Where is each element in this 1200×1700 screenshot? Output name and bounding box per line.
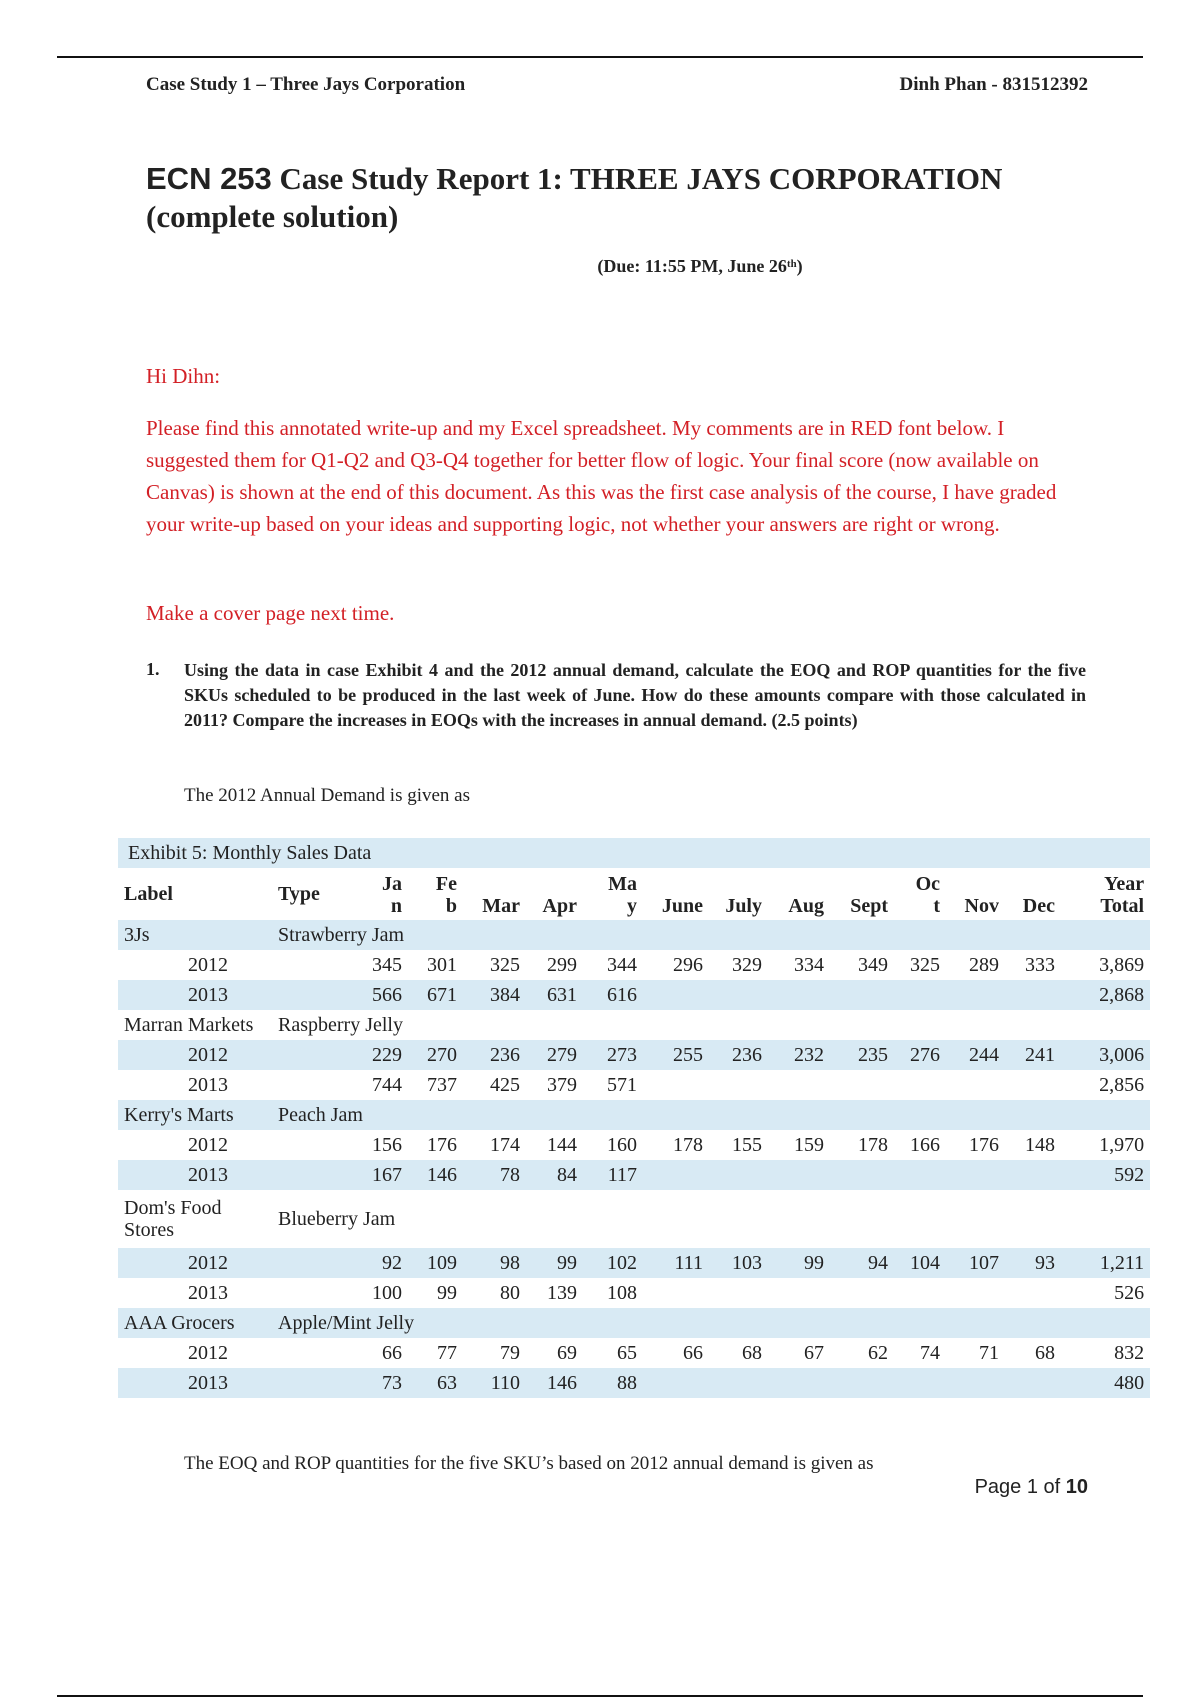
cell-feb: 176 — [427, 1133, 457, 1156]
table-caption: Exhibit 5: Monthly Sales Data — [118, 838, 1150, 868]
row-year: 2012 — [188, 1133, 228, 1156]
cell-jan: 156 — [372, 1133, 402, 1156]
cell-apr: 99 — [526, 1248, 583, 1278]
cell-total: 832 — [1114, 1341, 1145, 1364]
cell-jul — [709, 1368, 768, 1398]
type-cell — [272, 1160, 356, 1190]
cell-jan: 167 — [356, 1160, 408, 1190]
cell-feb: 99 — [437, 1281, 457, 1304]
cell-jan: 92 — [356, 1248, 408, 1278]
type-cell — [272, 1070, 356, 1100]
col-header-feb: Fe b — [435, 873, 457, 917]
cell-dec: 241 — [1005, 1040, 1061, 1070]
row-year: 2012 — [188, 1341, 228, 1364]
col-header-dec: Dec — [1022, 895, 1055, 917]
group-row — [118, 1190, 1150, 1248]
cell-may: 571 — [607, 1073, 637, 1096]
cell-jan: 345 — [372, 953, 402, 976]
cell-feb: 671 — [408, 980, 463, 1010]
row-year: 2012 — [118, 1040, 272, 1070]
cell-mar: 78 — [463, 1160, 526, 1190]
cell-mar: 325 — [490, 953, 520, 976]
group-row — [118, 920, 1150, 950]
cell-apr: 84 — [526, 1160, 583, 1190]
col-header-may: Ma y — [608, 873, 637, 917]
cell-oct: 325 — [910, 953, 940, 976]
running-header-right: Dinh Phan - 831512392 — [899, 74, 1088, 95]
cell-oct: 166 — [910, 1133, 940, 1156]
cell-aug — [768, 1278, 830, 1308]
cell-may: 88 — [583, 1368, 643, 1398]
cell-sep: 94 — [830, 1248, 894, 1278]
row-year: 2012 — [118, 1248, 272, 1278]
running-header-left: Case Study 1 – Three Jays Corporation — [146, 74, 466, 95]
cell-feb: 63 — [408, 1368, 463, 1398]
row-year: 2013 — [118, 980, 272, 1010]
cell-sep: 235 — [830, 1040, 894, 1070]
cell-jul — [709, 980, 768, 1010]
table-row — [118, 1070, 1150, 1100]
feedback-greeting: Hi Dihn: — [146, 364, 221, 388]
type-cell — [272, 1248, 356, 1278]
cell-dec — [1005, 1160, 1061, 1190]
col-header-jun: June — [661, 895, 703, 917]
table-row — [118, 1130, 1150, 1160]
cell-feb: 77 — [437, 1341, 457, 1364]
cell-oct — [894, 1278, 946, 1308]
header-rule — [57, 56, 1143, 58]
group-row — [118, 1100, 1150, 1130]
group-row — [118, 1308, 1150, 1338]
cell-feb: 109 — [408, 1248, 463, 1278]
cell-may: 108 — [607, 1281, 637, 1304]
cell-jan: 566 — [356, 980, 408, 1010]
group-type: Strawberry Jam — [272, 920, 1150, 950]
cell-jun: 66 — [683, 1341, 703, 1364]
cell-may: 160 — [607, 1133, 637, 1156]
cell-sep — [830, 1160, 894, 1190]
cell-apr: 631 — [526, 980, 583, 1010]
cell-total: 1,211 — [1061, 1248, 1150, 1278]
after-table-text: The EOQ and ROP quantities for the five SKU’s based on 2012 annual demand is given as — [184, 1453, 874, 1474]
cell-aug — [768, 980, 830, 1010]
cell-sep: 62 — [868, 1341, 888, 1364]
cell-sep — [830, 1368, 894, 1398]
cell-apr: 144 — [547, 1133, 577, 1156]
col-header-total: Year Total — [1100, 873, 1145, 917]
cell-jun — [643, 980, 709, 1010]
cell-dec: 93 — [1005, 1248, 1061, 1278]
cell-total: 1,970 — [1099, 1133, 1145, 1156]
cell-aug — [768, 1368, 830, 1398]
cell-may: 273 — [583, 1040, 643, 1070]
feedback-paragraph: Please find this annotated write-up and my Excel spreadsheet. My comments are in RED font below. I suggested them for Q1-Q2 and Q3-Q4 together for better flow of logic. Your final score (now available on Canvas) is shown at the end of this document. As this was the first case analysis of the course, I have graded your write-up based on your ideas and supporting logic, not whether your answers are right or wrong. — [146, 416, 1057, 536]
col-header-aug: Aug — [788, 895, 824, 917]
cell-jun: 178 — [673, 1133, 703, 1156]
type-cell — [272, 1368, 356, 1398]
group-type: Apple/Mint Jelly — [272, 1308, 1150, 1338]
cell-jul: 103 — [709, 1248, 768, 1278]
cell-mar: 79 — [500, 1341, 520, 1364]
cell-aug: 159 — [794, 1133, 824, 1156]
group-type: Blueberry Jam — [278, 1207, 396, 1230]
col-header-nov: Nov — [964, 895, 999, 917]
cell-nov: 176 — [969, 1133, 999, 1156]
cell-apr: 69 — [557, 1341, 577, 1364]
cell-jan: 66 — [382, 1341, 402, 1364]
cell-aug — [768, 1160, 830, 1190]
cell-may: 344 — [607, 953, 637, 976]
group-label: 3Js — [118, 920, 272, 950]
group-label: Dom's Food Stores — [124, 1197, 222, 1241]
cell-total: 526 — [1114, 1281, 1145, 1304]
col-header-label: Label — [124, 883, 173, 905]
table-row — [118, 1040, 1150, 1070]
group-label: AAA Grocers — [118, 1308, 272, 1338]
group-label: Kerry's Marts — [118, 1100, 272, 1130]
table-row — [118, 950, 1150, 980]
cell-jun: 111 — [643, 1248, 709, 1278]
cell-jul — [709, 1070, 768, 1100]
question-text: Using the data in case Exhibit 4 and the 2012 annual demand, calculate the EOQ and ROP quantities for the five SKUs scheduled to be produced in the last week of June. How do these amounts compare with those calculated in 2011? Compare the increases in EOQs with the increases in annual demand. (2.5 points) — [184, 660, 1086, 730]
col-header-oct: Oc t — [915, 873, 940, 917]
row-year: 2013 — [188, 1281, 228, 1304]
cell-jul — [709, 1278, 768, 1308]
row-year: 2013 — [188, 1073, 228, 1096]
cell-mar: 384 — [463, 980, 526, 1010]
cell-dec: 148 — [1025, 1133, 1055, 1156]
table-row — [118, 1160, 1150, 1190]
cell-mar: 236 — [463, 1040, 526, 1070]
cell-nov — [946, 1368, 1005, 1398]
cell-jan: 744 — [372, 1073, 402, 1096]
cell-oct: 104 — [894, 1248, 946, 1278]
document-title — [146, 160, 1086, 236]
cell-nov — [946, 1278, 1005, 1308]
cell-nov — [946, 980, 1005, 1010]
cell-oct — [894, 1070, 946, 1100]
cell-apr: 299 — [547, 953, 577, 976]
cell-apr: 379 — [547, 1073, 577, 1096]
cell-dec: 68 — [1035, 1341, 1055, 1364]
cell-dec: 333 — [1025, 953, 1055, 976]
cell-may: 102 — [583, 1248, 643, 1278]
group-type: Peach Jam — [272, 1100, 1150, 1130]
cell-dec — [1005, 1278, 1061, 1308]
page-current: 1 — [1026, 1476, 1038, 1498]
cell-total: 480 — [1061, 1368, 1150, 1398]
cell-oct — [894, 1368, 946, 1398]
cell-jul: 236 — [709, 1040, 768, 1070]
cell-nov: 289 — [969, 953, 999, 976]
type-cell — [272, 1040, 356, 1070]
cell-oct: 276 — [894, 1040, 946, 1070]
type-cell — [272, 950, 356, 980]
cell-nov: 71 — [979, 1341, 999, 1364]
cell-sep: 178 — [858, 1133, 888, 1156]
cell-nov — [946, 1070, 1005, 1100]
cell-jul: 155 — [732, 1133, 762, 1156]
row-year: 2012 — [188, 953, 228, 976]
table-row — [118, 1338, 1150, 1368]
due-date: (Due: 11:55 PM, June 26ᵗʰ) — [597, 256, 803, 276]
cell-jan: 100 — [372, 1281, 402, 1304]
cell-sep — [830, 1278, 894, 1308]
cell-apr: 139 — [547, 1281, 577, 1304]
cell-feb: 270 — [408, 1040, 463, 1070]
page-number: Page 1 of 10 — [974, 1476, 1088, 1498]
row-year: 2013 — [118, 1160, 272, 1190]
table-row — [118, 1248, 1150, 1278]
page-total: 10 — [1065, 1476, 1088, 1498]
cell-dec — [1005, 1368, 1061, 1398]
type-cell — [272, 1278, 356, 1308]
sales-exhibit — [118, 838, 1150, 1398]
cell-mar: 80 — [500, 1281, 520, 1304]
cell-jan: 229 — [356, 1040, 408, 1070]
cell-total: 3,869 — [1099, 953, 1145, 976]
cell-jul — [709, 1160, 768, 1190]
cell-aug: 99 — [768, 1248, 830, 1278]
col-header-type: Type — [278, 883, 320, 905]
cell-mar: 110 — [463, 1368, 526, 1398]
lead-text: The 2012 Annual Demand is given as — [184, 785, 471, 806]
cell-jun — [643, 1160, 709, 1190]
cell-jun: 255 — [643, 1040, 709, 1070]
cell-total: 2,856 — [1099, 1073, 1145, 1096]
cell-sep — [830, 980, 894, 1010]
cell-jun — [643, 1070, 709, 1100]
cell-may: 616 — [583, 980, 643, 1010]
cell-jun — [643, 1278, 709, 1308]
footer-rule — [57, 1695, 1143, 1697]
cell-sep — [830, 1070, 894, 1100]
cell-mar: 98 — [463, 1248, 526, 1278]
cell-total: 3,006 — [1061, 1040, 1150, 1070]
col-header-apr: Apr — [542, 895, 577, 917]
cell-total: 2,868 — [1061, 980, 1150, 1010]
cell-may: 117 — [583, 1160, 643, 1190]
cell-aug: 67 — [804, 1341, 824, 1364]
table-row — [118, 1368, 1150, 1398]
cell-aug: 334 — [794, 953, 824, 976]
cell-aug: 232 — [768, 1040, 830, 1070]
cell-jul: 68 — [742, 1341, 762, 1364]
cell-feb: 301 — [427, 953, 457, 976]
question-number: 1. — [146, 659, 160, 679]
cell-jun: 296 — [673, 953, 703, 976]
row-year: 2013 — [118, 1368, 272, 1398]
type-cell — [272, 1338, 356, 1368]
type-cell — [272, 1130, 356, 1160]
group-type: Raspberry Jelly — [278, 1013, 403, 1036]
cell-nov: 244 — [946, 1040, 1005, 1070]
col-header-jul: July — [725, 895, 762, 917]
cell-oct — [894, 980, 946, 1010]
title-text: Case Study Report 1: THREE JAYS CORPORATION (complete solution) — [146, 161, 1003, 234]
cell-may: 65 — [617, 1341, 637, 1364]
cell-dec — [1005, 1070, 1061, 1100]
feedback-cover-note: Make a cover page next time. — [146, 601, 395, 625]
type-cell — [272, 980, 356, 1010]
cell-jun — [643, 1368, 709, 1398]
cell-dec — [1005, 980, 1061, 1010]
group-row — [118, 1010, 1150, 1040]
cell-jan: 73 — [356, 1368, 408, 1398]
cell-aug — [768, 1070, 830, 1100]
cell-apr: 279 — [526, 1040, 583, 1070]
sales-table — [118, 838, 1150, 1398]
cell-jul: 329 — [732, 953, 762, 976]
col-header-sep: Sept — [850, 895, 888, 917]
cell-oct: 74 — [920, 1341, 940, 1364]
col-header-jan: Ja n — [382, 873, 402, 917]
group-label: Marran Markets — [124, 1014, 254, 1036]
cell-nov — [946, 1160, 1005, 1190]
cell-mar: 425 — [490, 1073, 520, 1096]
cell-oct — [894, 1160, 946, 1190]
table-row — [118, 1278, 1150, 1308]
cell-feb: 146 — [408, 1160, 463, 1190]
cell-total: 592 — [1061, 1160, 1150, 1190]
cell-nov: 107 — [946, 1248, 1005, 1278]
course-code: ECN 253 — [146, 161, 272, 196]
cell-sep: 349 — [858, 953, 888, 976]
cell-apr: 146 — [526, 1368, 583, 1398]
col-header-mar: Mar — [482, 895, 520, 917]
cell-feb: 737 — [427, 1073, 457, 1096]
cell-mar: 174 — [490, 1133, 520, 1156]
table-row — [118, 980, 1150, 1010]
